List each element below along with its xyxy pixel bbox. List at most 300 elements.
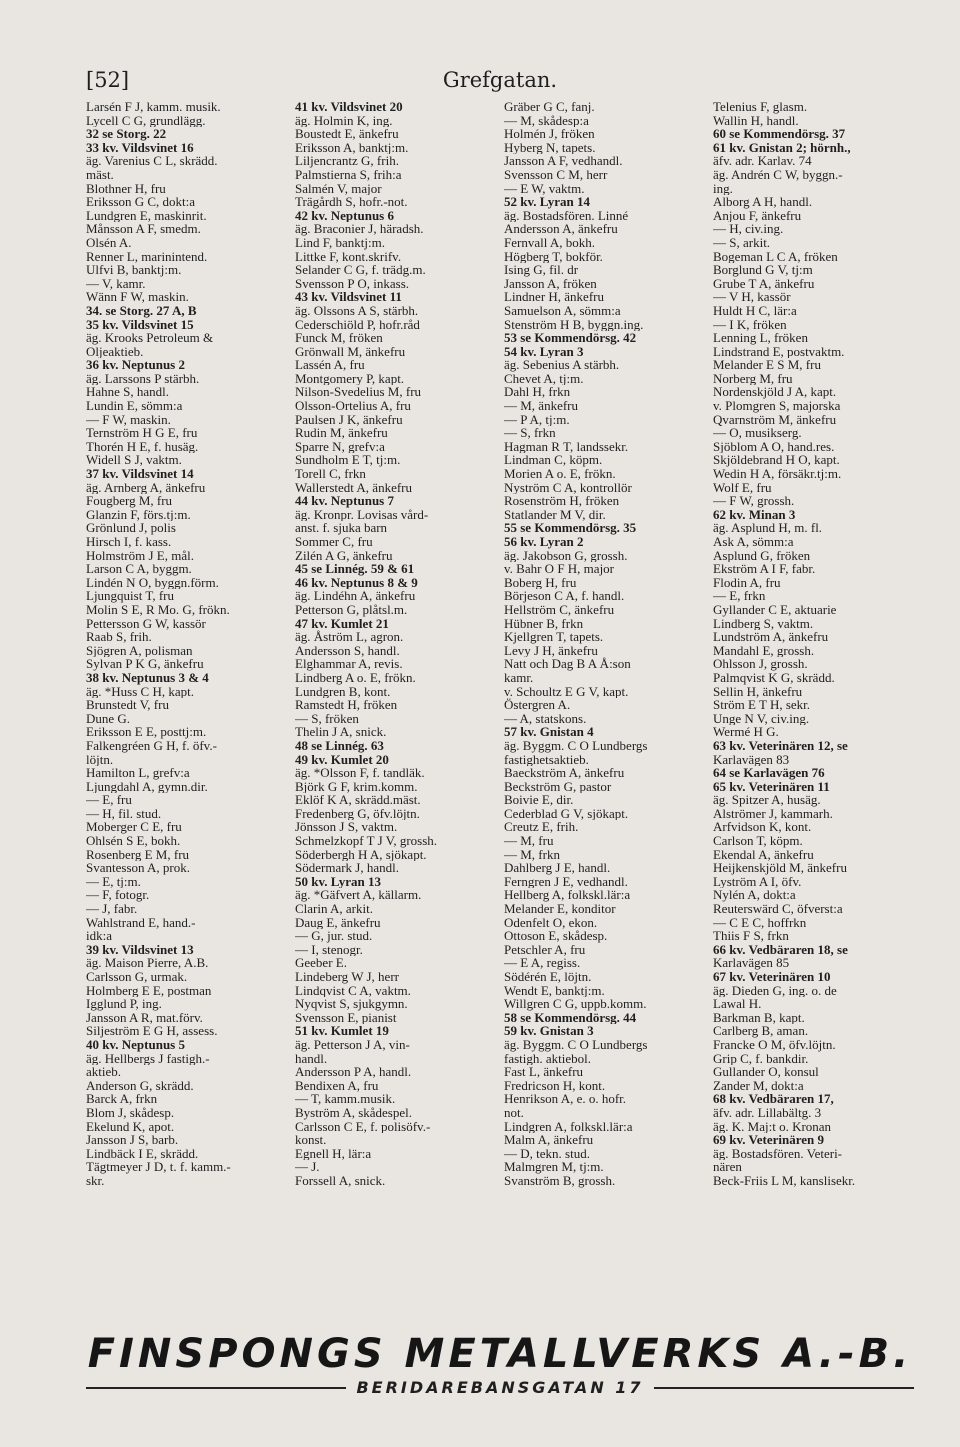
- directory-entry: Glanzin F, förs.tj:m.: [86, 507, 191, 522]
- directory-entry: Börjeson C A, f. handl.: [504, 589, 625, 603]
- directory-entry: — M, skådesp:a: [504, 113, 589, 128]
- directory-entry: Salmén V, major: [295, 181, 382, 196]
- directory-entry: Hübner B, frkn: [504, 616, 584, 631]
- property-heading: 49 kv. Kumlet 20: [295, 752, 389, 767]
- directory-entry: Wolf E, fru: [713, 480, 772, 495]
- property-heading: 50 kv. Lyran 13: [295, 874, 381, 889]
- directory-entry: — O, musikserg.: [713, 426, 802, 440]
- directory-entry: Zilén A G, änkefru: [295, 548, 393, 563]
- directory-entry: Hahne S, handl.: [86, 385, 170, 400]
- directory-entry: kamr.: [504, 670, 534, 685]
- directory-entry: Fernvall A, bokh.: [504, 235, 595, 250]
- directory-entry: Holmberg E E, postman: [86, 983, 212, 998]
- street-title: Grefgatan.: [442, 68, 558, 92]
- directory-entry: Wänn F W, maskin.: [86, 290, 189, 304]
- divider-line: [86, 1387, 346, 1389]
- directory-entry: Boustedt E, änkefru: [295, 127, 399, 141]
- directory-entry: — M, frkn: [504, 847, 560, 862]
- directory-entry: Siljeström E G H, assess.: [86, 1024, 218, 1038]
- directory-entry: Ljungquist T, fru: [86, 589, 174, 603]
- directory-entry: nären: [713, 1160, 742, 1174]
- directory-entry: — J.: [295, 1160, 320, 1174]
- directory-entry: Karlavägen 85: [713, 956, 790, 970]
- directory-entry: Lindeberg W J, herr: [295, 970, 399, 984]
- directory-entry: Fredricson H, kont.: [504, 1078, 606, 1093]
- directory-entry: Chevet A, tj:m.: [504, 371, 584, 386]
- directory-entry: Bogeman L C A, fröken: [713, 249, 838, 264]
- directory-entry: Nyqvist S, sjukgymn.: [295, 997, 408, 1011]
- directory-entry: Ekelund K, apot.: [86, 1119, 175, 1134]
- directory-entry: Alborg A H, handl.: [713, 195, 813, 209]
- directory-entry: Molin S E, R Mo. G, frökn.: [86, 602, 230, 617]
- directory-entry: Carlberg B, aman.: [713, 1024, 809, 1038]
- directory-entry: Eriksson G C, dokt:a: [86, 195, 196, 209]
- directory-entry: Nylén A, dokt:a: [713, 888, 796, 903]
- directory-entry: äg. Bostadsfören. Veteri-: [713, 1146, 843, 1161]
- directory-entry: Karlavägen 83: [713, 752, 790, 767]
- directory-entry: — I K, fröken: [713, 317, 787, 332]
- directory-entry: Baeckström A, änkefru: [504, 766, 625, 780]
- directory-entry: Qvarnström M, änkefru: [713, 412, 837, 427]
- property-heading: 41 kv. Vildsvinet 20: [295, 100, 403, 114]
- directory-entry: Björk G F, krim.komm.: [295, 779, 418, 794]
- directory-entry: äg. Olssons A S, stärbh.: [295, 303, 419, 318]
- directory-entry: Oljeaktieb.: [86, 344, 144, 359]
- directory-entry: äg. Larssons P stärbh.: [86, 371, 200, 386]
- directory-entry: Ohlsson J, grossh.: [713, 657, 808, 671]
- advertisement: [86, 1332, 914, 1402]
- directory-entry: Månsson A F, smedm.: [86, 222, 201, 236]
- directory-entry: Willgren C G, uppb.komm.: [504, 997, 647, 1011]
- property-heading: 33 kv. Vildsvinet 16: [86, 140, 194, 155]
- directory-entry: Thelin J A, snick.: [295, 725, 387, 739]
- directory-entry: v. Bahr O F H, major: [504, 562, 615, 576]
- directory-entry: Torell C, frkn: [295, 467, 366, 481]
- directory-entry: — F, fotogr.: [86, 888, 150, 903]
- directory-entry: Byström A, skådespel.: [295, 1105, 412, 1120]
- directory-entry: Melander E S M, fru: [713, 358, 821, 372]
- directory-entry: handl.: [295, 1051, 328, 1066]
- directory-entry: Asplund G, fröken: [713, 548, 811, 563]
- directory-entry: Svanström B, grossh.: [504, 1173, 616, 1188]
- directory-entry: äfv. adr. Lillabältg. 3: [713, 1105, 822, 1120]
- directory-entry: Schmelzkopf T J V, grossh.: [295, 834, 438, 848]
- directory-entry: äg. Byggm. C O Lundbergs: [504, 738, 648, 753]
- directory-entry: Clarin A, arkit.: [295, 902, 373, 916]
- directory-entry: Grönwall M, änkefru: [295, 344, 406, 359]
- directory-entry: — F W, grossh.: [713, 494, 795, 508]
- directory-entry: — M, änkefru: [504, 399, 579, 413]
- directory-entry: Igglund P, ing.: [86, 997, 162, 1011]
- property-heading: 64 se Karlavägen 76: [713, 766, 825, 780]
- directory-entry: Lenning L, fröken: [713, 331, 808, 345]
- directory-entry: Rosenström H, fröken: [504, 494, 620, 508]
- directory-entry: Lundin E, sömm:a: [86, 399, 183, 413]
- directory-entry: Natt och Dag B A Å:son: [504, 657, 631, 671]
- directory-entry: Liljencrantz G, frih.: [295, 154, 399, 168]
- directory-entry: Fast L, änkefru: [504, 1065, 584, 1079]
- directory-entry: Lyström A I, öfv.: [713, 874, 802, 889]
- directory-entry: Malmgren M, tj:m.: [504, 1160, 604, 1174]
- directory-entry: Ternström H G E, fru: [86, 426, 198, 440]
- property-heading: 36 kv. Neptunus 2: [86, 358, 185, 372]
- directory-entry: idk:a: [86, 929, 112, 943]
- directory-entry: löjtn.: [86, 752, 114, 767]
- directory-entry: Jansson J S, barb.: [86, 1133, 179, 1147]
- directory-entry: Dune G.: [86, 711, 131, 726]
- directory-entry: Jansson A, fröken: [504, 276, 597, 291]
- directory-entry: Widell S J, vaktm.: [86, 453, 182, 468]
- directory-entry: Gyllander C E, aktuarie: [713, 602, 837, 617]
- directory-entry: äg. Varenius C L, skrädd.: [86, 154, 218, 168]
- property-heading: 68 kv. Vedbäraren 17,: [713, 1092, 834, 1106]
- directory-entry: äg. Sebenius A stärbh.: [504, 358, 620, 372]
- advertisement-company: FINSPONGS METALLVERKS A.-B.: [87, 1331, 913, 1377]
- directory-entry: Zander M, dokt:a: [713, 1078, 804, 1093]
- directory-entry: v. Plomgren S, majorska: [713, 399, 841, 413]
- directory-entry: Dahl H, frkn: [504, 385, 571, 400]
- directory-entry: Gräber G C, fanj.: [504, 100, 595, 114]
- directory-column-3: [504, 100, 705, 1328]
- directory-entry: Funck M, fröken: [295, 331, 383, 345]
- directory-entry: — P A, tj:m.: [504, 412, 570, 427]
- directory-entry: Holmén J, fröken: [504, 127, 595, 141]
- directory-entry: Pettersson G W, kassör: [86, 616, 206, 631]
- directory-entry: Renner L, marinintend.: [86, 249, 208, 264]
- directory-entry: Rosenberg E M, fru: [86, 847, 190, 862]
- property-heading: 51 kv. Kumlet 19: [295, 1024, 389, 1038]
- directory-entry: — D, tekn. stud.: [504, 1146, 590, 1161]
- page-header: [86, 68, 914, 96]
- directory-entry: äg. Bostadsfören. Linné: [504, 208, 629, 223]
- directory-entry: — V, kamr.: [86, 276, 146, 291]
- directory-entry: Elghammar A, revis.: [295, 657, 403, 671]
- directory-entry: Lind F, banktj:m.: [295, 235, 385, 250]
- directory-entry: Borglund G V, tj:m: [713, 263, 813, 277]
- property-heading: 40 kv. Neptunus 5: [86, 1037, 185, 1052]
- directory-entry: Thiis F S, frkn: [713, 929, 789, 943]
- directory-entry: äg. Byggm. C O Lundbergs: [504, 1037, 648, 1052]
- directory-entry: Lindbäck I E, skrädd.: [86, 1146, 199, 1161]
- property-heading: 57 kv. Gnistan 4: [504, 725, 594, 739]
- directory-entry: Söderbergh H A, sjökapt.: [295, 847, 427, 862]
- directory-entry: Odenfelt O, ekon.: [504, 915, 598, 930]
- directory-entry: Beckström G, pastor: [504, 779, 612, 794]
- directory-column-2: [295, 100, 496, 1328]
- property-heading: 63 kv. Veterinären 12, se: [713, 738, 848, 753]
- directory-entry: Eriksson A, banktj:m.: [295, 140, 409, 155]
- directory-entry: Moberger C E, fru: [86, 820, 182, 835]
- directory-entry: Ramstedt H, fröken: [295, 698, 398, 712]
- property-heading: 37 kv. Vildsvinet 14: [86, 467, 194, 481]
- directory-entry: — E, tj:m.: [86, 874, 141, 889]
- directory-entry: — C E C, hoffrkn: [713, 915, 807, 930]
- directory-entry: Larsén F J, kamm. musik.: [86, 100, 221, 114]
- property-heading: 55 se Kommendörsg. 35: [504, 521, 637, 535]
- directory-entry: Jansson A F, vedhandl.: [504, 154, 623, 168]
- directory-entry: Sommer C, fru: [295, 535, 373, 549]
- directory-column-4: [713, 100, 914, 1328]
- directory-entry: Hellström C, änkefru: [504, 602, 615, 617]
- directory-entry: Södermark J, handl.: [295, 861, 399, 875]
- directory-entry: — H, civ.ing.: [713, 222, 784, 236]
- directory-entry: — E, frkn: [713, 589, 766, 603]
- directory-entry: Unge N V, civ.ing.: [713, 711, 810, 726]
- directory-entry: äg. Andrén C W, byggn.-: [713, 167, 843, 182]
- directory-entry: Barkman B, kapt.: [713, 1010, 805, 1025]
- directory-entry: Eklöf K A, skrädd.mäst.: [295, 793, 421, 807]
- directory-entry: Montgomery P, kapt.: [295, 371, 405, 386]
- directory-entry: Beck-Friis L M, kanslisekr.: [713, 1173, 856, 1188]
- directory-entry: Falkengréen G H, f. öfv.-: [86, 738, 217, 753]
- directory-entry: Carlsson G, urmak.: [86, 970, 188, 984]
- directory-entry: Sundholm E T, tj:m.: [295, 453, 401, 468]
- directory-entry: Raab S, frih.: [86, 630, 152, 644]
- directory-entry: Littke F, kont.skrifv.: [295, 249, 402, 264]
- directory-entry: Wallin H, handl.: [713, 113, 799, 128]
- directory-entry: Lindstrand E, postvaktm.: [713, 344, 845, 359]
- directory-entry: Petschler A, fru: [504, 942, 586, 957]
- property-heading: 60 se Kommendörsg. 37: [713, 127, 846, 141]
- directory-entry: — E W, vaktm.: [504, 181, 585, 196]
- directory-entry: äg. *Gäfvert A, källarm.: [295, 888, 422, 903]
- directory-entry: mäst.: [86, 167, 114, 182]
- property-heading: 62 kv. Minan 3: [713, 507, 796, 522]
- property-heading: 58 se Kommendörsg. 44: [504, 1010, 637, 1025]
- directory-entry: Grube T A, änkefru: [713, 276, 815, 291]
- directory-entry: Cederblad G V, sjökapt.: [504, 806, 629, 821]
- directory-entry: Holmström J E, mål.: [86, 548, 194, 563]
- directory-entry: Ulfvi B, banktj:m.: [86, 263, 182, 277]
- directory-entry: Wallerstedt A, änkefru: [295, 480, 412, 495]
- directory-entry: Selander C G, f. trädg.m.: [295, 263, 426, 277]
- divider-line: [654, 1387, 914, 1389]
- directory-entry: äg. Jakobson G, grossh.: [504, 548, 628, 563]
- directory-entry: Sjögren A, polisman: [86, 643, 193, 658]
- directory-entry: äg. Åström L, agron.: [295, 630, 404, 644]
- directory-entry: fastighetsaktieb.: [504, 752, 589, 767]
- directory-entry: Lawal H.: [713, 997, 762, 1011]
- directory-column-1: [86, 100, 287, 1328]
- directory-entry: Palmqvist K G, skrädd.: [713, 670, 835, 685]
- directory-entry: Dahlberg J E, handl.: [504, 861, 611, 875]
- directory-entry: Melander E, konditor: [504, 902, 616, 916]
- directory-entry: äg. *Huss C H, kapt.: [86, 684, 194, 699]
- directory-entry: — G, jur. stud.: [295, 929, 373, 943]
- directory-entry: Ottoson E, skådesp.: [504, 929, 608, 943]
- directory-entry: äg. Lindéhn A, änkefru: [295, 589, 416, 603]
- directory-entry: ing.: [713, 181, 733, 196]
- directory-entry: fastigh. aktiebol.: [504, 1051, 592, 1066]
- directory-entry: äg. Dieden G, ing. o. de: [713, 983, 837, 998]
- directory-entry: Wedin H A, försäkr.tj:m.: [713, 467, 842, 481]
- directory-entry: Lindner H, änkefru: [504, 290, 604, 304]
- directory-entry: Högberg T, bokför.: [504, 249, 603, 264]
- property-heading: 54 kv. Lyran 3: [504, 344, 584, 359]
- directory-entry: äg. Asplund H, m. fl.: [713, 521, 823, 535]
- directory-entry: Blom J, skådesp.: [86, 1105, 175, 1120]
- page-number: [52]: [86, 68, 130, 92]
- directory-entry: äg. Maison Pierre, A.B.: [86, 956, 209, 970]
- directory-entry: Jönsson J S, vaktm.: [295, 820, 398, 835]
- directory-entry: Levy J H, änkefru: [504, 643, 598, 658]
- directory-entry: Tägtmeyer J D, t. f. kamm.-: [86, 1160, 231, 1174]
- directory-entry: Nyström C A, kontrollör: [504, 480, 632, 495]
- directory-entry: Sjöblom A O, hand.res.: [713, 439, 835, 454]
- directory-entry: Petterson G, plåtsl.m.: [295, 602, 408, 617]
- directory-entry: Lindén N O, byggn.förm.: [86, 575, 219, 590]
- directory-entry: äg. K. Maj:t o. Kronan: [713, 1119, 832, 1134]
- directory-entry: Samuelson A, sömm:a: [504, 303, 621, 318]
- directory-entry: Boberg H, fru: [504, 575, 577, 590]
- directory-entry: Nilson-Svedelius M, fru: [295, 385, 422, 400]
- directory-entry: Lindberg A o. E, frökn.: [295, 670, 416, 685]
- property-heading: 39 kv. Vildsvinet 13: [86, 942, 194, 957]
- advertisement-address-row: [86, 1378, 914, 1397]
- directory-entry: Wermé H G.: [713, 725, 779, 739]
- directory-entry: Hamilton L, grefv:a: [86, 766, 190, 780]
- directory-entry: Stenström H B, byggn.ing.: [504, 317, 644, 332]
- directory-entry: Lindberg S, vaktm.: [713, 616, 814, 631]
- directory-entry: Ekendal A, änkefru: [713, 847, 814, 862]
- directory-entry: Morien A o. E, frökn.: [504, 467, 616, 481]
- directory-entry: äg. Holmin K, ing.: [295, 113, 393, 128]
- directory-entry: not.: [504, 1105, 524, 1120]
- directory-entry: Lassén A, fru: [295, 358, 365, 372]
- directory-entry: Östergren A.: [504, 698, 571, 712]
- directory-entry: Andersson S, handl.: [295, 643, 400, 658]
- directory-entry: Statlander M V, dir.: [504, 507, 606, 522]
- property-heading: 61 kv. Gnistan 2; hörnh.,: [713, 140, 851, 155]
- directory-entry: Eriksson E E, posttj:m.: [86, 725, 207, 739]
- directory-entry: Daug E, änkefru: [295, 915, 381, 930]
- directory-entry: — T, kamm.musik.: [295, 1092, 396, 1106]
- directory-entry: Telenius F, glasm.: [713, 100, 808, 114]
- directory-entry: Södérén E, löjtn.: [504, 970, 592, 984]
- directory-entry: skr.: [86, 1173, 105, 1188]
- directory-entry: — M, fru: [504, 834, 554, 848]
- directory-entry: äg. Petterson J A, vin-: [295, 1037, 410, 1052]
- directory-entry: — S, arkit.: [713, 235, 771, 250]
- directory-entry: Boivie E, dir.: [504, 793, 574, 807]
- directory-entry: Svensson C M, herr: [504, 167, 608, 182]
- directory-entry: äg. Spitzer A, husäg.: [713, 793, 821, 807]
- directory-entry: Nordenskjöld J A, kapt.: [713, 385, 837, 400]
- directory-entry: Francke O M, öfv.löjtn.: [713, 1037, 836, 1052]
- directory-entry: — I, stenogr.: [295, 942, 363, 957]
- directory-entry: Forssell A, snick.: [295, 1173, 386, 1188]
- directory-entry: Carlsson C E, f. polisöfv.-: [295, 1119, 431, 1134]
- directory-entry: Bendixen A, fru: [295, 1078, 379, 1093]
- property-heading: 65 kv. Veterinären 11: [713, 779, 830, 794]
- directory-entry: Lindqvist C A, vaktm.: [295, 983, 411, 998]
- directory-entry: Sparre N, grefv:a: [295, 439, 385, 454]
- directory-entry: äfv. adr. Karlav. 74: [713, 154, 812, 168]
- directory-entry: Skjöldebrand H O, kapt.: [713, 453, 840, 468]
- directory-entry: Carlson T, köpm.: [713, 834, 803, 848]
- directory-entry: anst. f. sjuka barn: [295, 521, 388, 535]
- directory-entry: Hellberg A, folkskl.lär:a: [504, 888, 631, 903]
- directory-entry: Palmstierna S, frih:a: [295, 167, 402, 182]
- directory-columns: [86, 100, 914, 1328]
- property-heading: 46 kv. Neptunus 8 & 9: [295, 575, 418, 590]
- property-heading: 42 kv. Neptunus 6: [295, 208, 394, 223]
- directory-entry: Blothner H, fru: [86, 181, 166, 196]
- property-heading: 67 kv. Veterinären 10: [713, 970, 831, 984]
- directory-entry: Lycell C G, grundlägg.: [86, 113, 206, 128]
- directory-entry: Ekström A I F, fabr.: [713, 562, 816, 576]
- directory-entry: Wendt E, banktj:m.: [504, 983, 605, 998]
- directory-entry: Geeber E.: [295, 956, 347, 970]
- directory-entry: — S, fröken: [295, 711, 359, 726]
- directory-entry: v. Schoultz E G V, kapt.: [504, 684, 629, 699]
- directory-entry: Barck A, frkn: [86, 1092, 158, 1106]
- directory-entry: Grip C, f. bankdir.: [713, 1051, 809, 1066]
- directory-entry: Lundgren B, kont.: [295, 684, 391, 699]
- directory-entry: Olsén A.: [86, 235, 132, 250]
- directory-entry: Lundgren E, maskinrit.: [86, 208, 207, 223]
- property-heading: 48 se Linnég. 63: [295, 738, 384, 753]
- directory-entry: Anjou F, änkefru: [713, 208, 802, 223]
- directory-entry: konst.: [295, 1133, 327, 1147]
- directory-entry: Cederschiöld P, hofr.råd: [295, 317, 420, 332]
- directory-entry: Heijkenskjöld M, änkefru: [713, 861, 847, 875]
- directory-entry: Kjellgren T, tapets.: [504, 630, 604, 644]
- directory-entry: Arfvidson K, kont.: [713, 820, 812, 835]
- property-heading: 52 kv. Lyran 14: [504, 195, 590, 209]
- directory-entry: Sellin H, änkefru: [713, 684, 803, 699]
- directory-entry: äg. *Olsson F, f. tandläk.: [295, 766, 425, 780]
- directory-entry: — A, statskons.: [504, 711, 587, 726]
- advertisement-address: BERIDAREBANSGATAN 17: [356, 1378, 644, 1397]
- directory-entry: Hagman R T, landssekr.: [504, 439, 629, 454]
- directory-entry: Ask A, sömm:a: [713, 535, 794, 549]
- property-heading: 53 se Kommendörsg. 42: [504, 331, 637, 345]
- directory-entry: Mandahl E, grossh.: [713, 643, 815, 658]
- directory-entry: Paulsen J K, änkefru: [295, 412, 403, 427]
- property-heading: 32 se Storg. 22: [86, 127, 167, 141]
- directory-entry: Ström E T H, sekr.: [713, 698, 811, 712]
- property-heading: 34. se Storg. 27 A, B: [86, 303, 197, 318]
- directory-entry: Thorén H E, f. husäg.: [86, 439, 199, 454]
- directory-entry: Gullander O, konsul: [713, 1065, 819, 1079]
- directory-entry: äg. Hellbergs J fastigh.-: [86, 1051, 210, 1066]
- directory-entry: Svensson P O, inkass.: [295, 276, 410, 291]
- directory-entry: Anderson G, skrädd.: [86, 1078, 194, 1093]
- directory-entry: Egnell H, lär:a: [295, 1146, 372, 1161]
- property-heading: 44 kv. Neptunus 7: [295, 494, 394, 508]
- directory-entry: Svantesson A, prok.: [86, 861, 190, 875]
- directory-entry: Alströmer J, kammarh.: [713, 806, 833, 821]
- directory-entry: Rudin M, änkefru: [295, 426, 388, 440]
- directory-entry: Olsson-Ortelius A, fru: [295, 399, 411, 413]
- property-heading: 56 kv. Lyran 2: [504, 535, 584, 549]
- property-heading: 43 kv. Vildsvinet 11: [295, 290, 402, 304]
- directory-entry: äg. Braconier J, häradsh.: [295, 222, 424, 236]
- directory-entry: Grönlund J, polis: [86, 521, 176, 535]
- directory-entry: Hirsch I, f. kass.: [86, 535, 172, 549]
- property-heading: 35 kv. Vildsvinet 15: [86, 317, 194, 332]
- directory-entry: aktieb.: [86, 1065, 122, 1079]
- directory-entry: Andersson P A, handl.: [295, 1065, 412, 1079]
- directory-entry: Lundström A, änkefru: [713, 630, 829, 644]
- directory-entry: Svensson E, pianist: [295, 1010, 397, 1025]
- directory-entry: äg. Kronpr. Lovisas vård-: [295, 507, 429, 522]
- property-heading: 47 kv. Kumlet 21: [295, 616, 389, 631]
- directory-entry: Lindgren A, folkskl.lär:a: [504, 1119, 633, 1134]
- directory-entry: Norberg M, fru: [713, 371, 793, 386]
- directory-entry: Malm A, änkefru: [504, 1133, 594, 1147]
